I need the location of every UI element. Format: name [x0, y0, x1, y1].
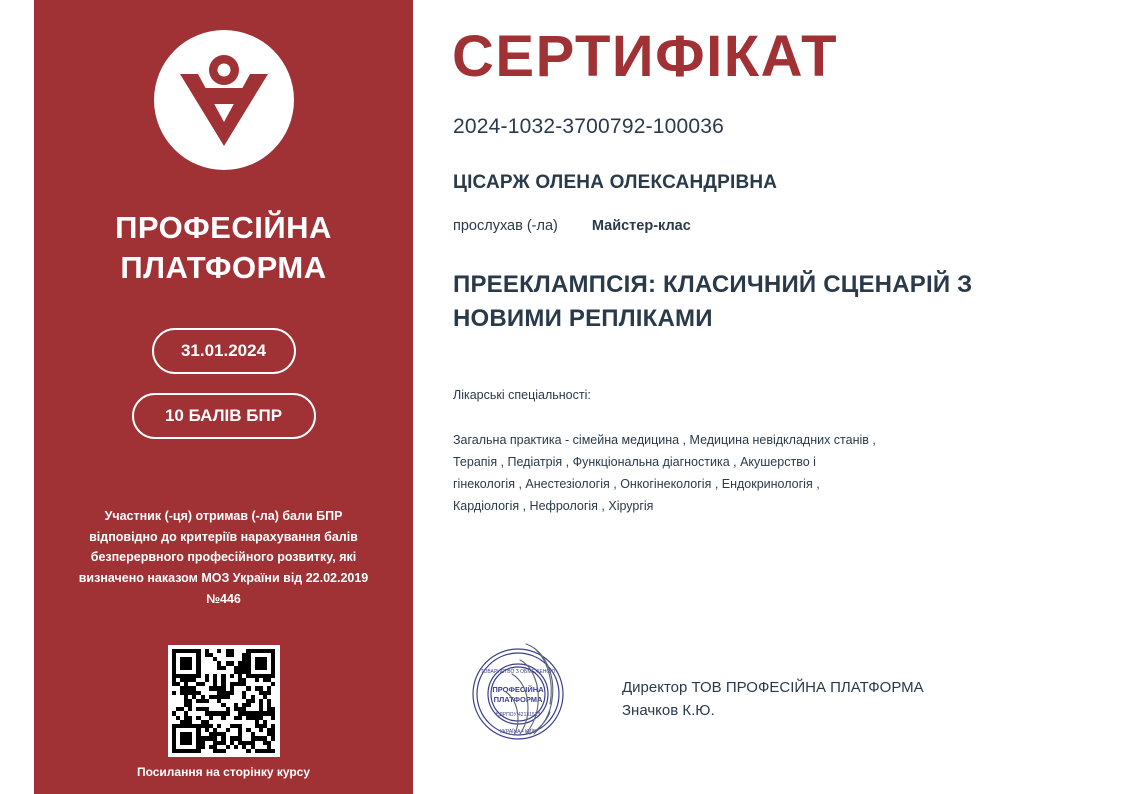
attendance-verb: прослухав (-ла) [453, 218, 558, 234]
course-title: ПРЕЕКЛАМПСІЯ: КЛАСИЧНИЙ СЦЕНАРІЙ З НОВИМИ РЕПЛІКАМИ [453, 271, 973, 333]
attendance-row [453, 218, 691, 234]
professional-platform-logo-icon [154, 30, 294, 170]
recipient-name: ЦІСАРЖ ОЛЕНА ОЛЕКСАНДРІВНА [453, 172, 778, 193]
svg-text:ТОВАРИСТВО З ОБМЕЖЕНОЮ: ТОВАРИСТВО З ОБМЕЖЕНОЮ [480, 669, 556, 675]
specialties-list: Загальна практика - сімейна медицина , Медицина невідкладних станів , Терапія , Педіатрія , Функціональна діагностика , Акушерство і гінекологія , Анестезіологія , Онкогінекологія , Ендокринологія , Кардіологія , Нефрологія , Хірургія [453, 433, 876, 513]
signatory-block [622, 676, 924, 723]
signatory-title: Директор ТОВ ПРОФЕСІЙНА ПЛАТФОРМА [622, 679, 924, 696]
page-title: СЕРТИФІКАТ [452, 24, 839, 89]
signatory-name: Значков К.Ю. [622, 702, 715, 720]
certificate-number: 2024-1032-3700792-100036 [453, 115, 725, 138]
bpr-disclaimer-text: Участник (-ця) отримав (-ла) бали БПР відповідно до критеріїв нарахування балів безперервного професійного розвитку, які визначено наказом МОЗ України від 22.02.2019 №446 [78, 509, 369, 606]
brand-name-line2: ПЛАТФОРМА [120, 249, 327, 285]
svg-text:ЄДРПОУ 42131523: ЄДРПОУ 42131523 [495, 712, 541, 718]
brand-name [34, 208, 413, 287]
event-kind: Майстер-клас [591, 218, 691, 234]
qr-code-icon[interactable] [168, 645, 280, 757]
official-seal-stamp-icon [460, 630, 585, 755]
svg-text:УКРАЇНА • КИЇВ: УКРАЇНА • КИЇВ [499, 729, 537, 735]
brand-name-line1: ПРОФЕСІЙНА [115, 210, 332, 245]
svg-text:ПРОФЕСІЙНА: ПРОФЕСІЙНА [492, 685, 544, 694]
specialties-label: Лікарські спеціальності: [453, 388, 591, 402]
qr-code-matrix [172, 649, 276, 753]
svg-text:ПЛАТФОРМА: ПЛАТФОРМА [493, 695, 543, 704]
qr-caption: Посилання на сторінку курсу [136, 765, 311, 779]
date-badge: 31.01.2024 [152, 328, 296, 374]
certificate-body [452, 0, 1092, 794]
points-badge: 10 БАЛІВ БПР [132, 393, 316, 439]
certificate-left-panel [34, 0, 413, 794]
